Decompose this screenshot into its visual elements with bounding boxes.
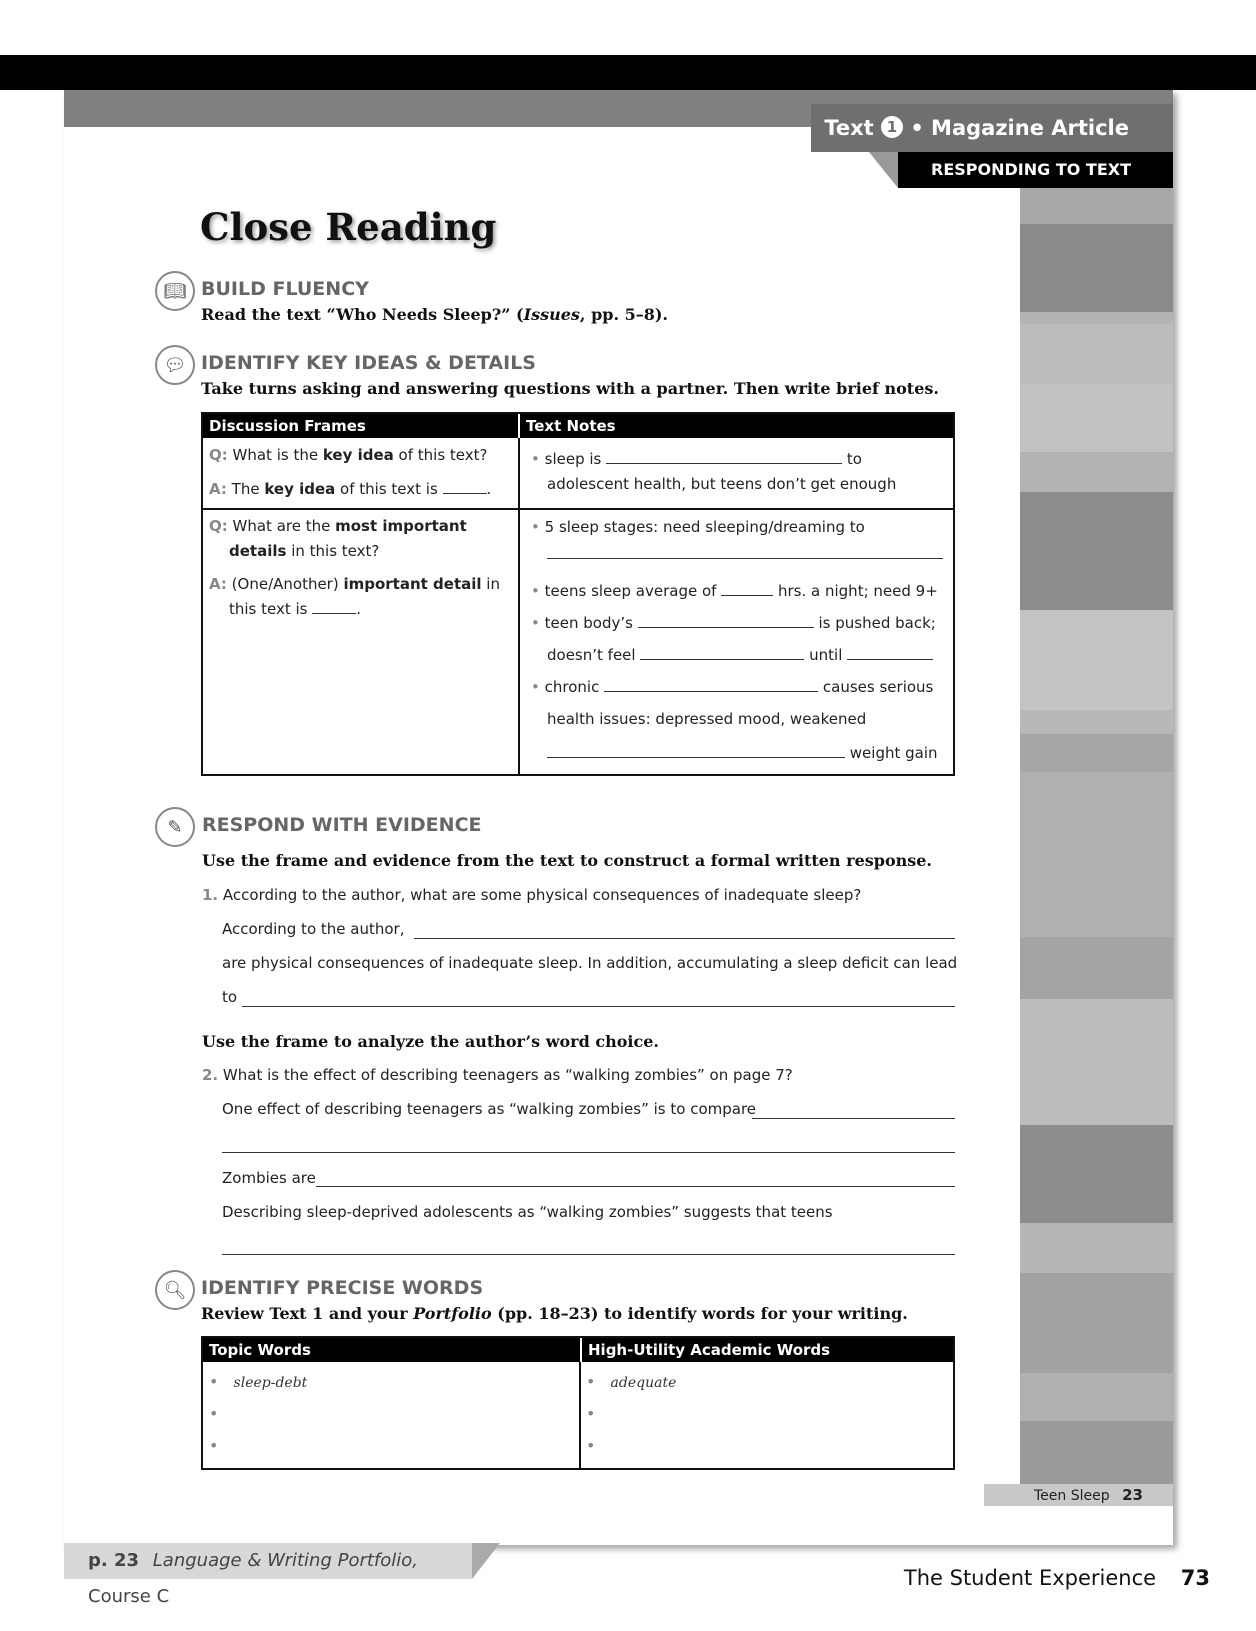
note-chronic-line2: health issues: depressed mood, weakened [547, 710, 867, 728]
q-label: Q: [209, 446, 228, 464]
q2-text-pre: What are the [232, 517, 336, 535]
a2-label: A: [209, 575, 227, 593]
evidence-instruction1: Use the frame and evidence from the text to construct a formal written response. [202, 851, 932, 870]
col-text-notes: Text Notes [518, 414, 953, 438]
question-1 [202, 886, 861, 904]
q-text-post: of this text? [393, 446, 488, 464]
key-ideas-instruction: Take turns asking and answering questions with a partner. Then write brief notes. [201, 379, 939, 398]
note-n2-blank[interactable] [721, 595, 773, 596]
q1-frame1: According to the author, [222, 920, 405, 938]
row1-note: • sleep is to [531, 450, 862, 468]
tab-article-label: • Magazine Article [910, 116, 1129, 140]
fluency-heading: BUILD FLUENCY [201, 278, 369, 300]
note-n4-pre: chronic [544, 678, 600, 696]
note-chronic: • chronic causes serious [531, 678, 934, 696]
right-sidebar-bands [1020, 188, 1173, 1497]
note-n3-blank3[interactable] [847, 659, 933, 660]
key-ideas-heading: IDENTIFY KEY IDEAS & DETAILS [201, 352, 536, 374]
footer-page-number: 73 [1180, 1566, 1210, 1590]
question-2 [202, 1066, 793, 1084]
note-body-clock: • teen body’s is pushed back; [531, 614, 936, 632]
a-label: A: [209, 480, 227, 498]
q2-blank4[interactable] [222, 1240, 955, 1255]
q1-text: According to the author, what are some physical consequences of inadequate sleep? [222, 886, 862, 904]
book-footer [904, 1566, 1210, 1590]
q-text-pre: What is the [232, 446, 323, 464]
top-black-bar [0, 55, 1256, 90]
q2-label: Q: [209, 517, 228, 535]
note-n3-blank[interactable] [638, 627, 814, 628]
footer-page: p. 23 [88, 1550, 140, 1571]
q1-blank2[interactable] [242, 992, 955, 1007]
footer-tab-corner [472, 1543, 500, 1579]
pencil-icon: ✎ [155, 807, 195, 847]
row2-question [209, 514, 504, 564]
note-n4-blank[interactable] [604, 691, 818, 692]
magnifier-icon: 🔍︎ [155, 1270, 195, 1310]
a2-text-post: in [481, 575, 500, 593]
fluency-text-post: , pp. 5–8). [579, 305, 668, 324]
q2-number: 2. [202, 1066, 219, 1084]
fluency-text-pre: Read the text “Who Needs Sleep?” ( [201, 305, 524, 324]
topic-words-list: • sleep-debt • • [209, 1372, 308, 1455]
fluency-text-italic: Issues [523, 305, 580, 324]
a2-line2: this text is [229, 600, 308, 618]
row1-note-line2: adolescent health, but teens don’t get enough [547, 475, 897, 493]
tab-text-label: Text [824, 116, 874, 140]
q2-text: What is the effect of describing teenagers as “walking zombies” on page 7? [222, 1066, 793, 1084]
note-n3-line2-mid: until [809, 646, 843, 664]
col-academic-words: High-Utility Academic Words [580, 1338, 953, 1362]
footer-right-text: The Student Experience [903, 1566, 1157, 1590]
text-number-badge: 1 [881, 116, 903, 138]
tab-corner [869, 152, 898, 188]
q2-frame3: Describing sleep-deprived adolescents as “walking zombies” suggests that teens [222, 1203, 833, 1221]
note-n1-blank[interactable] [547, 546, 943, 559]
topic-word[interactable]: sleep-debt [233, 1375, 308, 1391]
q2-blank3[interactable] [316, 1172, 955, 1187]
q1-blank1[interactable] [414, 924, 955, 939]
a-text-pre: The [231, 480, 265, 498]
answer2-blank[interactable] [312, 613, 356, 614]
q2-frame2: Zombies are [222, 1169, 316, 1187]
col-topic-words: Topic Words [203, 1338, 580, 1362]
note-sleep-is: sleep is [544, 450, 602, 468]
note-n1: 5 sleep stages: need sleeping/dreaming to [544, 518, 865, 536]
footer-portfolio: Language & Writing Portfolio, [152, 1550, 418, 1571]
evidence-instruction2: Use the frame to analyze the author’s word choice. [202, 1032, 659, 1051]
words-table [201, 1336, 955, 1470]
teen-sleep-number: 23 [1122, 1486, 1143, 1504]
q2-frame1: One effect of describing teenagers as “walking zombies” is to compare [222, 1100, 757, 1118]
row1-answer: A: The key idea of this text is . [209, 480, 492, 498]
precise-instr-pre: Review Text 1 and your [201, 1304, 414, 1323]
note-n2-post: hrs. a night; need 9+ [778, 582, 938, 600]
text-type-tab [811, 104, 1173, 152]
academic-word-blank[interactable]: • [586, 1404, 596, 1423]
q1-number: 1. [202, 886, 219, 904]
topic-word-blank[interactable]: • [209, 1404, 219, 1423]
academic-word[interactable]: adequate [610, 1375, 677, 1391]
note-n3-pre: teen body’s [544, 614, 633, 632]
note-n3-post: is pushed back; [818, 614, 936, 632]
responding-tab: RESPONDING TO TEXT [898, 152, 1173, 188]
page-label [984, 1484, 1173, 1506]
teen-sleep-label: Teen Sleep [1034, 1488, 1110, 1504]
a2-text-pre: (One/Another) [231, 575, 344, 593]
precise-heading: IDENTIFY PRECISE WORDS [201, 1277, 484, 1299]
topic-word-blank[interactable]: • [209, 1436, 219, 1455]
q2-bold-details: details [229, 542, 287, 560]
note-n4-line3: weight gain [849, 744, 938, 762]
q1-frame2: are physical consequences of inadequate sleep. In addition, accumulating a sleep deficit can lead [222, 954, 958, 972]
note-n2-pre: teens sleep average of [544, 582, 717, 600]
precise-instr-italic: Portfolio [413, 1304, 492, 1323]
note-n3-blank2[interactable] [640, 659, 804, 660]
note-blank[interactable] [606, 463, 842, 464]
note-body-clock-line2 [547, 646, 933, 664]
note-to: to [846, 450, 862, 468]
row1-question [209, 446, 487, 464]
q-bold: key idea [322, 446, 394, 464]
answer-blank[interactable] [443, 493, 487, 494]
discussion-table [201, 412, 955, 776]
portfolio-reference-tab [64, 1543, 472, 1607]
academic-words-list: • adequate • • [586, 1372, 677, 1455]
page-title: Close Reading [200, 205, 497, 249]
col-discussion-frames: Discussion Frames [203, 414, 518, 438]
fluency-instruction [201, 305, 668, 324]
q1-frame3: to [222, 988, 238, 1006]
note-sleep-average: • teens sleep average of hrs. a night; need 9+ [531, 582, 938, 600]
precise-instr-post: (pp. 18–23) to identify words for your writing. [491, 1304, 908, 1323]
row2-answer: A: (One/Another) important detail in this text is . [209, 575, 500, 618]
q2-blank2[interactable] [222, 1138, 955, 1153]
evidence-heading: RESPOND WITH EVIDENCE [202, 814, 482, 836]
q2-text-post: in this text? [286, 542, 380, 560]
note-n3-line2-pre: doesn’t feel [547, 646, 636, 664]
academic-word-blank[interactable]: • [586, 1436, 596, 1455]
a-bold: key idea [264, 480, 336, 498]
q2-bold: most important [335, 517, 467, 535]
note-n4-post: causes serious [822, 678, 934, 696]
q2-blank1[interactable] [752, 1104, 955, 1119]
footer-course: Course C [88, 1586, 170, 1607]
speech-bubble-icon: 💬︎ [155, 345, 195, 385]
note-chronic-line3 [547, 744, 938, 762]
a2-bold: important detail [343, 575, 482, 593]
note-n4-blank2[interactable] [547, 757, 845, 758]
book-icon: 📖︎ [155, 271, 195, 311]
precise-instruction [201, 1304, 908, 1323]
a-text-post: of this text is [335, 480, 438, 498]
note-sleep-stages: • 5 sleep stages: need sleeping/dreaming to [531, 518, 865, 536]
